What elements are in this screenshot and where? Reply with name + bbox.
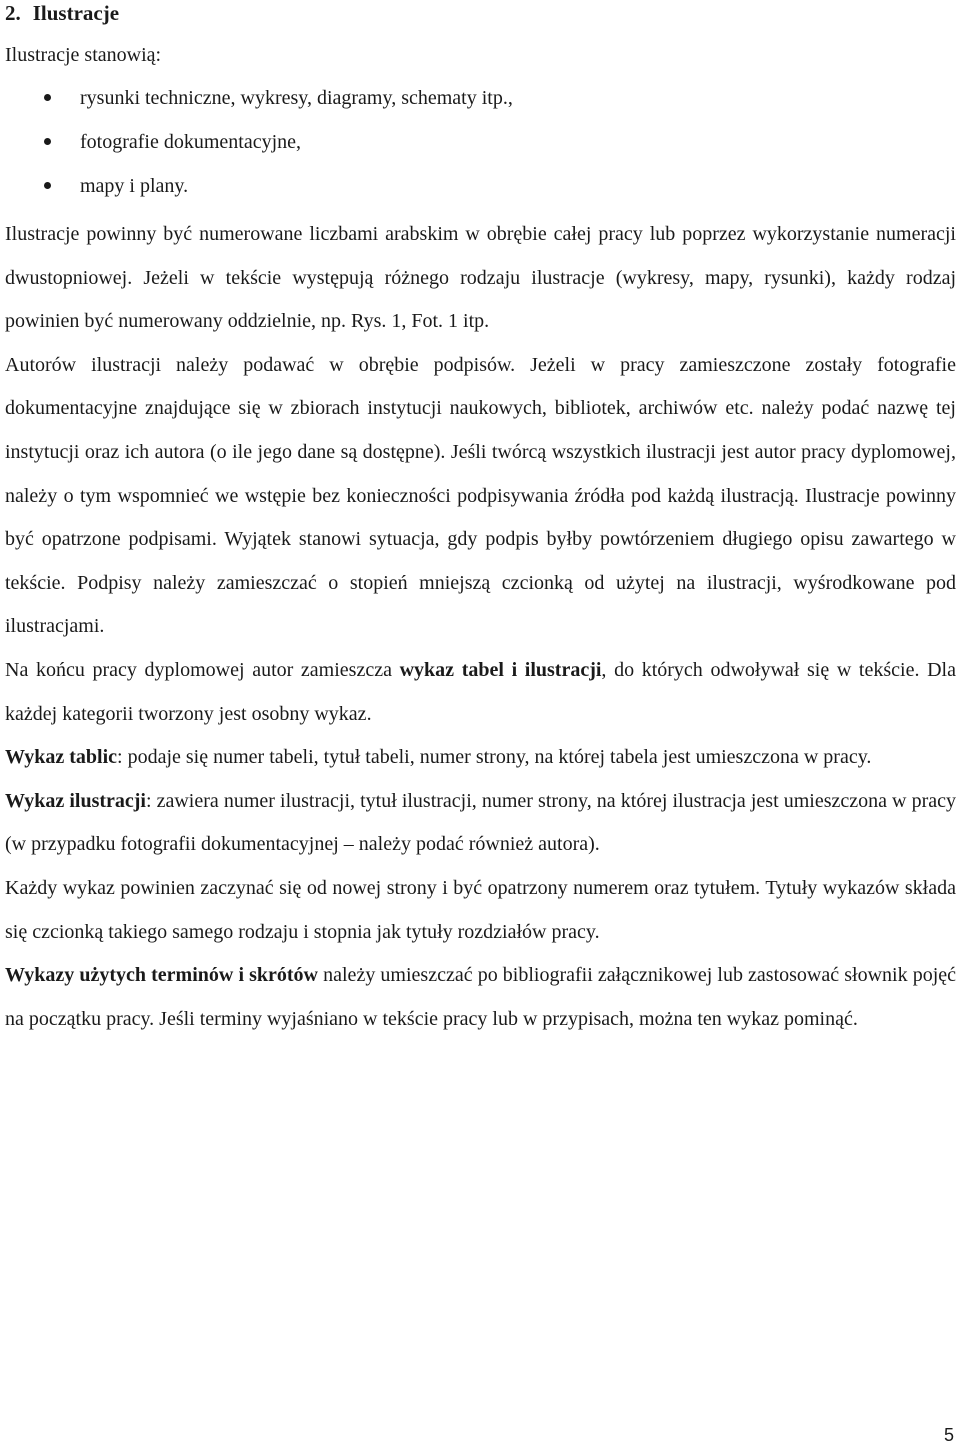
bold-term: Wykaz ilustracji xyxy=(5,789,146,812)
bullet-icon xyxy=(44,138,51,145)
page-number: 5 xyxy=(943,1425,954,1445)
paragraph-list-of-illustrations xyxy=(5,780,956,867)
list-item-text: rysunki techniczne, wykresy, diagramy, schematy itp., xyxy=(80,87,513,109)
paragraph-text: Na końcu pracy dyplomowej autor zamieszcza xyxy=(5,658,400,681)
paragraph-list-of-tables xyxy=(5,736,956,780)
paragraph-text: : zawiera numer ilustracji, tytuł ilustracji, numer strony, na której ilustracja jest umieszczona w pracy (w przypadku fotografii dokumentacyjnej – należy podać również autora). xyxy=(5,789,956,856)
paragraph-authors: Autorów ilustracji należy podawać w obrębie podpisów. Jeżeli w pracy zamieszczone zostały fotografie dokumentacyjne znajdujące się w zbiorach instytucji naukowych, bibliotek, archiwów etc. należy podać nazwę tej instytucji oraz ich autora (o ile jego dane są dostępne). Jeśli twórcą wszystkich ilustracji jest autor pracy dyplomowej, należy o tym wspomnieć we wstępie bez konieczności podpisywania źródła pod każdą ilustracją. Ilustracje powinny być opatrzone podpisami. Wyjątek stanowi sytuacja, gdy podpis byłby powtórzeniem długiego opisu zawartego w tekście. Podpisy należy zamieszczać o stopień mniejszą czcionką od użytej na ilustracji, wyśrodkowane pod ilustracjami. xyxy=(5,353,956,638)
paragraph-terms-and-abbreviations xyxy=(5,954,956,1041)
bold-term: Wykaz tablic xyxy=(5,746,118,769)
bullet-icon xyxy=(44,182,51,189)
bullet-icon xyxy=(44,94,51,101)
body-text xyxy=(5,213,956,1041)
section-number: 2. xyxy=(5,1,21,25)
paragraph-text: , do których odwoływał się w tekście. Dla każdej kategorii tworzony jest osobny wykaz. xyxy=(5,658,956,725)
paragraph-text: należy umieszczać po bibliografii załącznikowej lub zastosować słownik pojęć na początku pracy. Jeśli terminy wyjaśniano w tekście pracy lub w przypisach, można ten wykaz pominąć. xyxy=(5,964,957,1030)
bold-term: Wykazy użytych terminów i skrótów xyxy=(5,964,319,987)
section-heading xyxy=(5,0,119,26)
list-item-text: mapy i plany. xyxy=(80,175,189,197)
paragraph-text: : podaje się numer tabeli, tytuł tabeli, numer strony, na której tabela jest umieszczona w pracy. xyxy=(117,746,872,769)
section-title: Ilustracje xyxy=(32,1,120,25)
paragraph-list-format: Każdy wykaz powinien zaczynać się od nowej strony i być opatrzony numerem oraz tytułem. Tytuły wykazów składa się czcionką takiego samego rodzaju i stopnia jak tytuły rozdziałów pracy. xyxy=(5,876,956,943)
list-item-text: fotografie dokumentacyjne, xyxy=(80,131,302,153)
paragraph-numbering: Ilustracje powinny być numerowane liczbami arabskim w obrębie całej pracy lub poprzez wykorzystanie numeracji dwustopniowej. Jeżeli w tekście występują różnego rodzaju ilustracje (wykresy, mapy, rysunki), każdy rodzaj powinien być numerowany oddzielnie, np. Rys. 1, Fot. 1 itp. xyxy=(5,223,956,333)
intro-line: Ilustracje stanowią: xyxy=(5,44,162,66)
paragraph-list-of-tables-and-illustrations xyxy=(5,649,956,736)
bold-term: wykaz tabel i ilustracji xyxy=(399,658,602,681)
